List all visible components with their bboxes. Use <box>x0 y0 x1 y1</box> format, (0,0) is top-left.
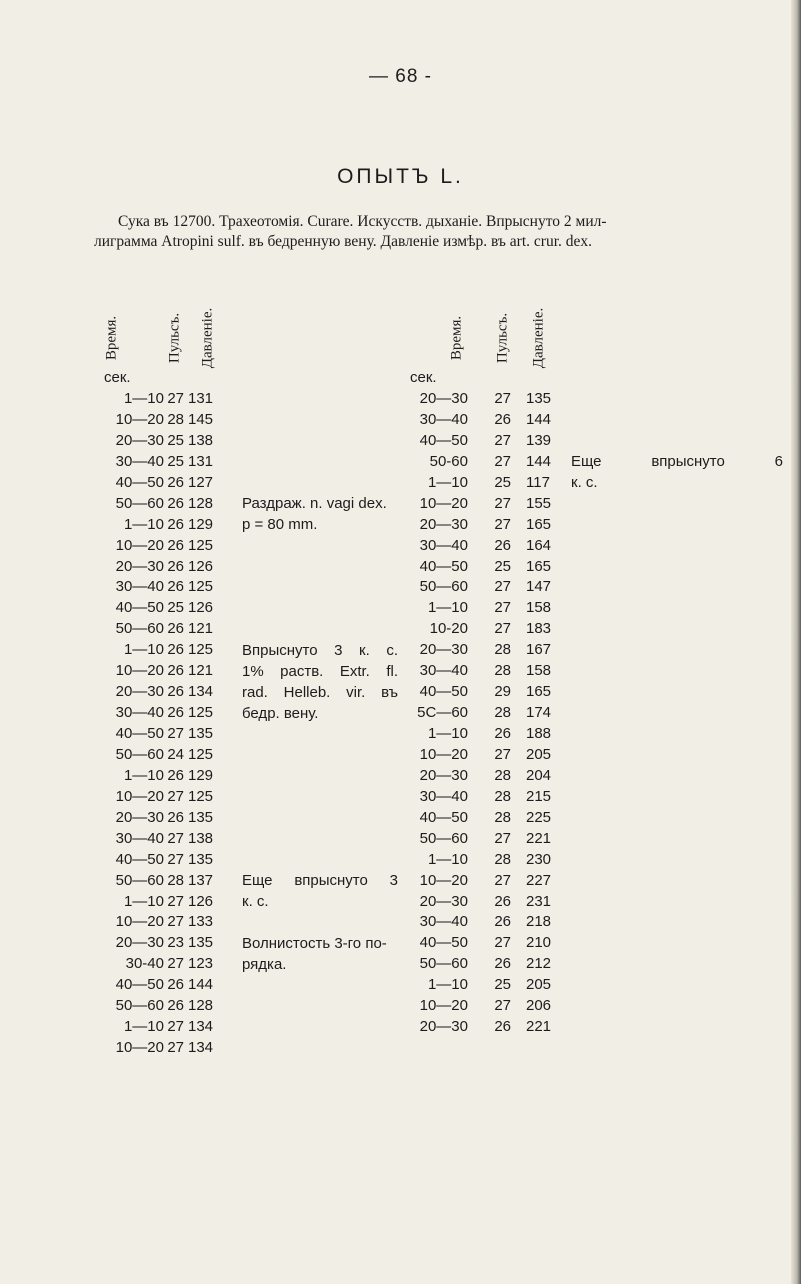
table-cell: 27 <box>494 599 511 617</box>
table-cell: 27 <box>167 390 184 407</box>
table-cell: 40—50 <box>115 599 164 617</box>
table-cell: 10—20 <box>419 745 468 763</box>
table-cell: 28 <box>494 766 511 784</box>
table-cell: 28 <box>167 871 184 889</box>
table-cell: 27 <box>167 787 184 805</box>
table-cell: 50—60 <box>419 578 468 596</box>
table-cell: 27 <box>494 390 511 407</box>
table-cell: 221 <box>526 829 552 847</box>
table-cell: 1—10 <box>123 766 164 784</box>
table-cell: 205 <box>526 976 552 994</box>
table-cell: 218 <box>526 913 552 931</box>
table-cell: 134 <box>188 683 214 701</box>
table-cell: 27 <box>167 955 184 973</box>
table-cell: 225 <box>526 808 552 826</box>
unit-label: сек. <box>410 369 437 386</box>
table-cell: 10—20 <box>419 997 468 1015</box>
table-cell: 10—20 <box>115 787 164 805</box>
table-cell: 25 <box>167 599 184 617</box>
table-cell: 20—30 <box>419 390 468 407</box>
table-cell: 50—60 <box>115 871 164 889</box>
table-cell: 40—50 <box>419 808 468 826</box>
table-cell: 204 <box>526 766 552 784</box>
table-cell: 1—10 <box>427 599 468 617</box>
left-pulse-column <box>166 389 184 1059</box>
table-cell: 125 <box>188 787 214 805</box>
table-cell: 27 <box>494 745 511 763</box>
table-cell: 135 <box>188 934 214 952</box>
table-cell: 26 <box>167 808 184 826</box>
table-cell: 29 <box>494 683 511 701</box>
table-cell: 30—40 <box>115 829 164 847</box>
table-cell: 10—20 <box>115 1039 164 1057</box>
table-cell: 26 <box>167 641 184 659</box>
table-cell: 25 <box>494 557 511 575</box>
table-cell: 126 <box>188 557 214 575</box>
table-cell: 26 <box>167 578 184 596</box>
table-cell: 40—50 <box>115 976 164 994</box>
table-cell: 125 <box>188 704 214 722</box>
page-edge <box>791 0 801 1284</box>
table-cell: 23 <box>167 934 184 952</box>
table-cell: 26 <box>494 725 511 742</box>
table-cell: 26 <box>167 704 184 722</box>
table-cell: 10—20 <box>115 662 164 680</box>
table-cell: 10—20 <box>115 536 164 554</box>
table-cell: 40—50 <box>419 934 468 952</box>
table-cell: 138 <box>188 431 214 449</box>
table-cell: 117 <box>526 473 550 491</box>
table-cell: 26 <box>494 913 511 931</box>
table-cell: 30—40 <box>419 913 468 931</box>
table-cell: 30—40 <box>115 452 164 470</box>
table-cell: 1—10 <box>123 892 164 910</box>
table-cell: 26 <box>167 536 184 554</box>
table-cell: 20—30 <box>419 892 468 910</box>
table-cell: 126 <box>188 599 214 617</box>
table-cell: 26 <box>167 473 184 491</box>
table-cell: 28 <box>494 808 511 826</box>
table-cell: 25 <box>167 431 184 449</box>
table-cell: 125 <box>188 536 214 554</box>
table-cell: 1—10 <box>427 725 468 742</box>
table-cell: 126 <box>188 892 214 910</box>
table-cell: 30-40 <box>125 955 164 973</box>
table-cell: 129 <box>188 766 214 784</box>
table-cell: 147 <box>526 578 552 596</box>
table-cell: 30—40 <box>419 536 468 554</box>
table-cell: 28 <box>494 787 511 805</box>
table-cell: 20—30 <box>115 557 164 575</box>
header-pressure: Давленіе. <box>530 307 547 369</box>
table-cell: 26 <box>167 662 184 680</box>
table-cell: 167 <box>526 641 552 659</box>
table-cell: 155 <box>526 494 552 512</box>
table-cell: 227 <box>526 871 552 889</box>
right-pulse-column <box>493 389 511 1038</box>
table-cell: 28 <box>494 850 511 868</box>
table-cell: 27 <box>494 997 511 1015</box>
table-cell: 40—50 <box>419 431 468 449</box>
note-again-injected: Еще впрыснуто 3 к. с. <box>242 872 398 910</box>
table-cell: 1—10 <box>427 976 468 994</box>
table-cell: 27 <box>167 913 184 931</box>
table-cell: 165 <box>526 557 552 575</box>
table-cell: 20—30 <box>115 431 164 449</box>
table-cell: 134 <box>188 1039 214 1057</box>
table-cell: 125 <box>188 641 214 659</box>
table-cell: 125 <box>188 745 214 763</box>
table-cell: 1—10 <box>123 1018 164 1036</box>
table-cell: 27 <box>494 620 511 638</box>
table-cell: 40—50 <box>419 683 468 701</box>
table-cell: 50—60 <box>115 997 164 1015</box>
table-cell: 30—40 <box>419 662 468 680</box>
table-cell: 28 <box>494 662 511 680</box>
table-cell: 210 <box>526 934 552 952</box>
table-cell: 26 <box>494 410 511 428</box>
table-cell: 20—30 <box>115 808 164 826</box>
table-cell: 144 <box>526 410 552 428</box>
table-cell: 26 <box>494 892 511 910</box>
table-cell: 26 <box>167 976 184 994</box>
table-cell: 135 <box>188 850 214 868</box>
table-cell: 206 <box>526 997 552 1015</box>
table-cell: 26 <box>494 955 511 973</box>
table-cell: 138 <box>188 829 214 847</box>
table-cell: 127 <box>188 473 214 491</box>
table-cell: 1—10 <box>123 641 164 659</box>
table-cell: 40—50 <box>115 850 164 868</box>
table-cell: 24 <box>167 745 184 763</box>
left-time-column <box>100 389 164 1059</box>
table-cell: 26 <box>167 515 184 533</box>
table-cell: 40—50 <box>115 725 164 742</box>
table-cell: 25 <box>167 452 184 470</box>
table-cell: 144 <box>526 452 552 470</box>
table-cell: 26 <box>167 683 184 701</box>
right-pressure-column <box>526 389 556 1038</box>
table-cell: 10-20 <box>429 620 468 638</box>
table-cell: 135 <box>188 725 214 742</box>
table-cell: 158 <box>526 662 552 680</box>
table-cell: 26 <box>167 766 184 784</box>
table-cell: 27 <box>167 1018 184 1036</box>
table-cell: 137 <box>188 871 214 889</box>
table-cell: 50-60 <box>429 452 468 470</box>
table-cell: 20—30 <box>115 934 164 952</box>
page-title: ОПЫТЪ L. <box>337 165 464 188</box>
table-cell: 135 <box>188 808 214 826</box>
table-cell: 10—20 <box>115 913 164 931</box>
table-cell: 165 <box>526 515 552 533</box>
table-cell: 26 <box>167 997 184 1015</box>
unit-label: сек. <box>104 369 131 386</box>
table-cell: 27 <box>494 515 511 533</box>
note-injection: Впрыснуто 3 к. с. 1% раств. Extr. fl. rad. Helleb. vir. въ бедр. вену. <box>242 642 398 722</box>
table-cell: 133 <box>188 913 214 931</box>
table-cell: 27 <box>167 725 184 742</box>
table-cell: 10—20 <box>115 410 164 428</box>
table-cell: 26 <box>167 557 184 575</box>
header-time: Время. <box>103 315 120 361</box>
table-cell: 134 <box>188 1018 214 1036</box>
table-cell: 50—60 <box>419 955 468 973</box>
table-cell: 30—40 <box>419 787 468 805</box>
table-cell: 50—60 <box>115 494 164 512</box>
table-cell: 221 <box>526 1018 552 1036</box>
table-cell: 50—60 <box>115 745 164 763</box>
table-cell: 188 <box>526 725 552 742</box>
header-time: Время. <box>448 315 465 361</box>
table-cell: 27 <box>494 452 511 470</box>
table-cell: 30—40 <box>419 410 468 428</box>
left-pressure-column <box>188 389 218 1059</box>
table-cell: 30—40 <box>115 704 164 722</box>
intro-line: лиграмма Atropini sulf. въ бедренную вену. Давленіе измѣр. въ art. crur. dex. <box>94 233 593 250</box>
table-cell: 135 <box>526 390 552 407</box>
table-cell: 28 <box>167 410 184 428</box>
table-cell: 50—60 <box>115 620 164 638</box>
note-third-order-waves: Волнистость 3-го по- рядка. <box>242 935 387 973</box>
table-cell: 30—40 <box>115 578 164 596</box>
table-cell: 145 <box>188 410 214 428</box>
table-cell: 20—30 <box>419 766 468 784</box>
table-cell: 129 <box>188 515 214 533</box>
table-cell: 131 <box>188 390 214 407</box>
page-number: — 68 - <box>368 66 433 87</box>
table-cell: 121 <box>188 662 214 680</box>
table-cell: 50—60 <box>419 829 468 847</box>
table-cell: 26 <box>167 494 184 512</box>
table-cell: 128 <box>188 494 214 512</box>
table-cell: 26 <box>494 536 511 554</box>
table-cell: 27 <box>167 1039 184 1057</box>
table-cell: 27 <box>167 850 184 868</box>
table-cell: 26 <box>167 620 184 638</box>
header-pressure: Давленіе. <box>199 307 216 369</box>
table-cell: 5C—60 <box>417 704 468 722</box>
intro-line: Сука въ 12700. Трахеотомія. Curare. Искусств. дыханіе. Впрыснуто 2 мил- <box>118 213 607 230</box>
table-cell: 27 <box>167 829 184 847</box>
table-cell: 144 <box>188 976 214 994</box>
table-cell: 27 <box>494 578 511 596</box>
table-cell: 27 <box>494 494 511 512</box>
table-cell: 231 <box>526 892 552 910</box>
table-cell: 165 <box>526 683 552 701</box>
intro-paragraph <box>94 212 788 252</box>
table-cell: 10—20 <box>419 494 468 512</box>
table-cell: 27 <box>494 431 511 449</box>
table-cell: 205 <box>526 745 552 763</box>
table-cell: 27 <box>494 871 511 889</box>
note-again-injected-right: Еще впрыснуто 6 к. с. <box>571 453 783 491</box>
table-cell: 183 <box>526 620 552 638</box>
table-cell: 27 <box>494 829 511 847</box>
table-cell: 123 <box>188 955 214 973</box>
table-cell: 128 <box>188 997 214 1015</box>
table-cell: 20—30 <box>419 515 468 533</box>
table-cell: 230 <box>526 850 552 868</box>
table-cell: 1—10 <box>427 850 468 868</box>
table-cell: 174 <box>526 704 552 722</box>
table-cell: 28 <box>494 704 511 722</box>
table-cell: 139 <box>526 431 552 449</box>
note-vagus-irritation: Раздраж. n. vagi dex. p = 80 mm. <box>242 495 387 533</box>
table-cell: 20—30 <box>115 683 164 701</box>
table-cell: 25 <box>494 976 511 994</box>
table-cell: 158 <box>526 599 552 617</box>
table-cell: 1—10 <box>123 390 164 407</box>
table-cell: 25 <box>494 473 511 491</box>
table-cell: 26 <box>494 1018 511 1036</box>
table-cell: 1—10 <box>123 515 164 533</box>
table-cell: 10—20 <box>419 871 468 889</box>
table-cell: 215 <box>526 787 552 805</box>
table-cell: 20—30 <box>419 641 468 659</box>
right-time-column <box>398 389 468 1038</box>
table-cell: 125 <box>188 578 214 596</box>
table-cell: 40—50 <box>419 557 468 575</box>
table-cell: 28 <box>494 641 511 659</box>
table-cell: 212 <box>526 955 552 973</box>
header-pulse: Пульсъ. <box>166 312 183 364</box>
table-cell: 131 <box>188 452 214 470</box>
table-cell: 164 <box>526 536 552 554</box>
table-cell: 20—30 <box>419 1018 468 1036</box>
table-cell: 121 <box>188 620 214 638</box>
table-cell: 40—50 <box>115 473 164 491</box>
header-pulse: Пульсъ. <box>494 312 511 364</box>
table-cell: 27 <box>167 892 184 910</box>
table-cell: 1—10 <box>427 473 468 491</box>
table-cell: 27 <box>494 934 511 952</box>
